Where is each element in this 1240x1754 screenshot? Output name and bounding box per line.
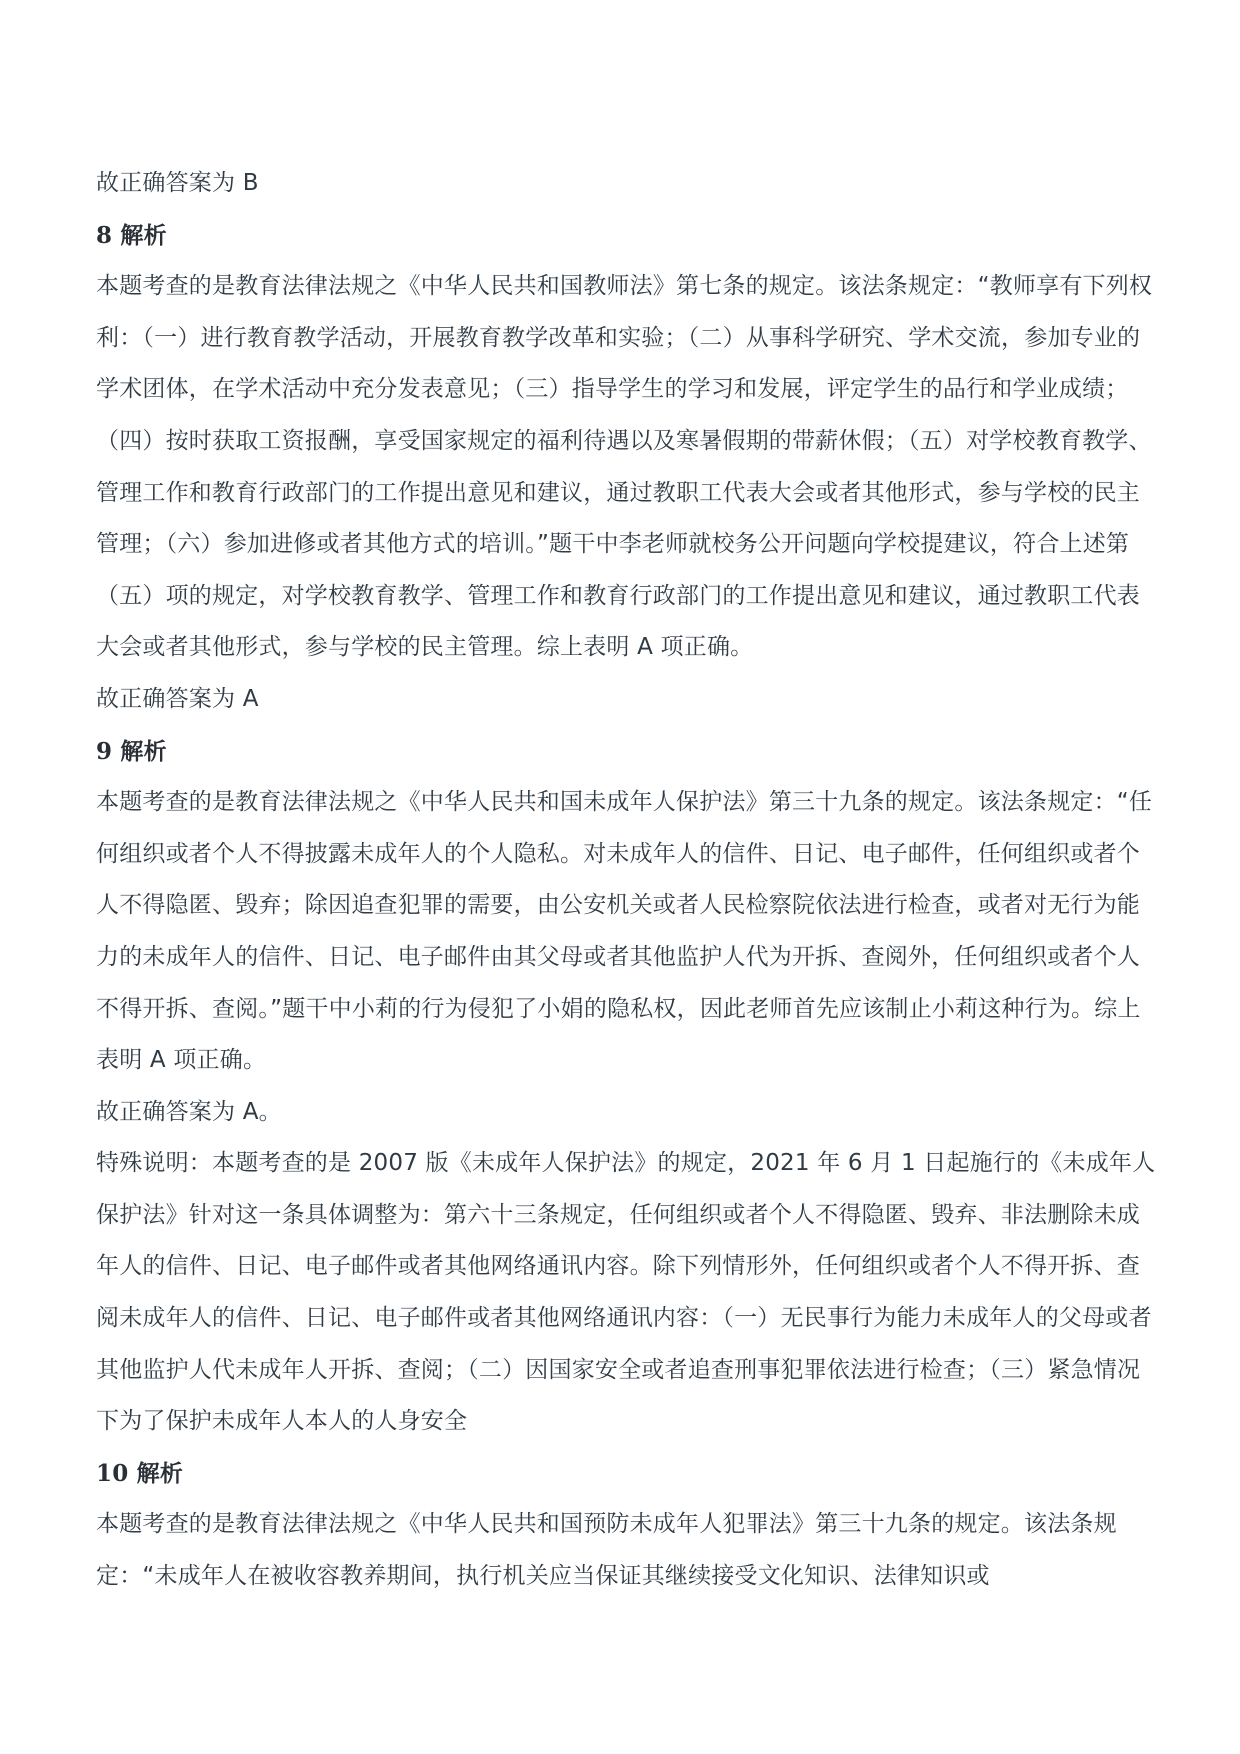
analysis-paragraph-10: 本题考查的是教育法律法规之《中华人民共和国预防未成年人犯罪法》第三十九条的规定。该法条规定：“未成年人在被收容教养期间，执行机关应当保证其继续接受文化知识、法律知识或 [96, 1511, 1117, 1590]
special-note-paragraph: 特殊说明：本题考查的是 2007 版《未成年人保护法》的规定，2021 年 6 月 1 日起施行的《未成年人保护法》针对这一条具体调整为：第六十三条规定，任何组织或者个人不得隐匿、毁弃、非法删除未成年人的信件、日记、电子邮件或者其他网络通讯内容。除下列情形外，任何组织或者个人不得开拆、查阅未成年人的信件、日记、电子邮件或者其他网络通讯内容：（一）无民事行为能力未成年人的父母或者其他监护人代未成年人开拆、查阅；（二）因国家安全或者追查刑事犯罪依法进行检查；（三）紧急情况下为了保护未成年人本人的人身安全 [96, 1150, 1156, 1435]
section-heading-9: 9 解析 [96, 737, 167, 765]
analysis-paragraph-8: 本题考查的是教育法律法规之《中华人民共和国教师法》第七条的规定。该法条规定：“教师享有下列权利：（一）进行教育教学活动，开展教育教学改革和实验；（二）从事科学研究、学术交流，参加专业的学术团体，在学术活动中充分发表意见；（三）指导学生的学习和发展，评定学生的品行和学业成绩；（四）按时获取工资报酬，享受国家规定的福利待遇以及寒暑假期的带薪休假；（五）对学校教育教学、管理工作和教育行政部门的工作提出意见和建议，通过教职工代表大会或者其他形式，参与学校的民主管理；（六）参加进修或者其他方式的培训。”题干中李老师就校务公开问题向学校提建议，符合上述第（五）项的规定，对学校教育教学、管理工作和教育行政部门的工作提出意见和建议，通过教职工代表大会或者其他形式，参与学校的民主管理。综上表明 A 项正确。 [96, 273, 1153, 661]
analysis-paragraph-9: 本题考查的是教育法律法规之《中华人民共和国未成年人保护法》第三十九条的规定。该法条规定：“任何组织或者个人不得披露未成年人的个人隐私。对未成年人的信件、日记、电子邮件，任何组织或者个人不得隐匿、毁弃；除因追查犯罪的需要，由公安机关或者人民检察院依法进行检查，或者对无行为能力的未成年人的信件、日记、电子邮件由其父母或者其他监护人代为开拆、查阅外，任何组织或者个人不得开拆、查阅。”题干中小莉的行为侵犯了小娟的隐私权，因此老师首先应该制止小莉这种行为。综上表明 A 项正确。 [96, 789, 1153, 1074]
answer-line-8: 故正确答案为 A [96, 685, 259, 712]
section-heading-10: 10 解析 [96, 1459, 184, 1487]
section-heading-8: 8 解析 [96, 221, 167, 249]
document-body [96, 158, 1156, 1603]
answer-line-7: 故正确答案为 B [96, 170, 259, 196]
answer-line-9: 故正确答案为 A。 [96, 1098, 282, 1125]
